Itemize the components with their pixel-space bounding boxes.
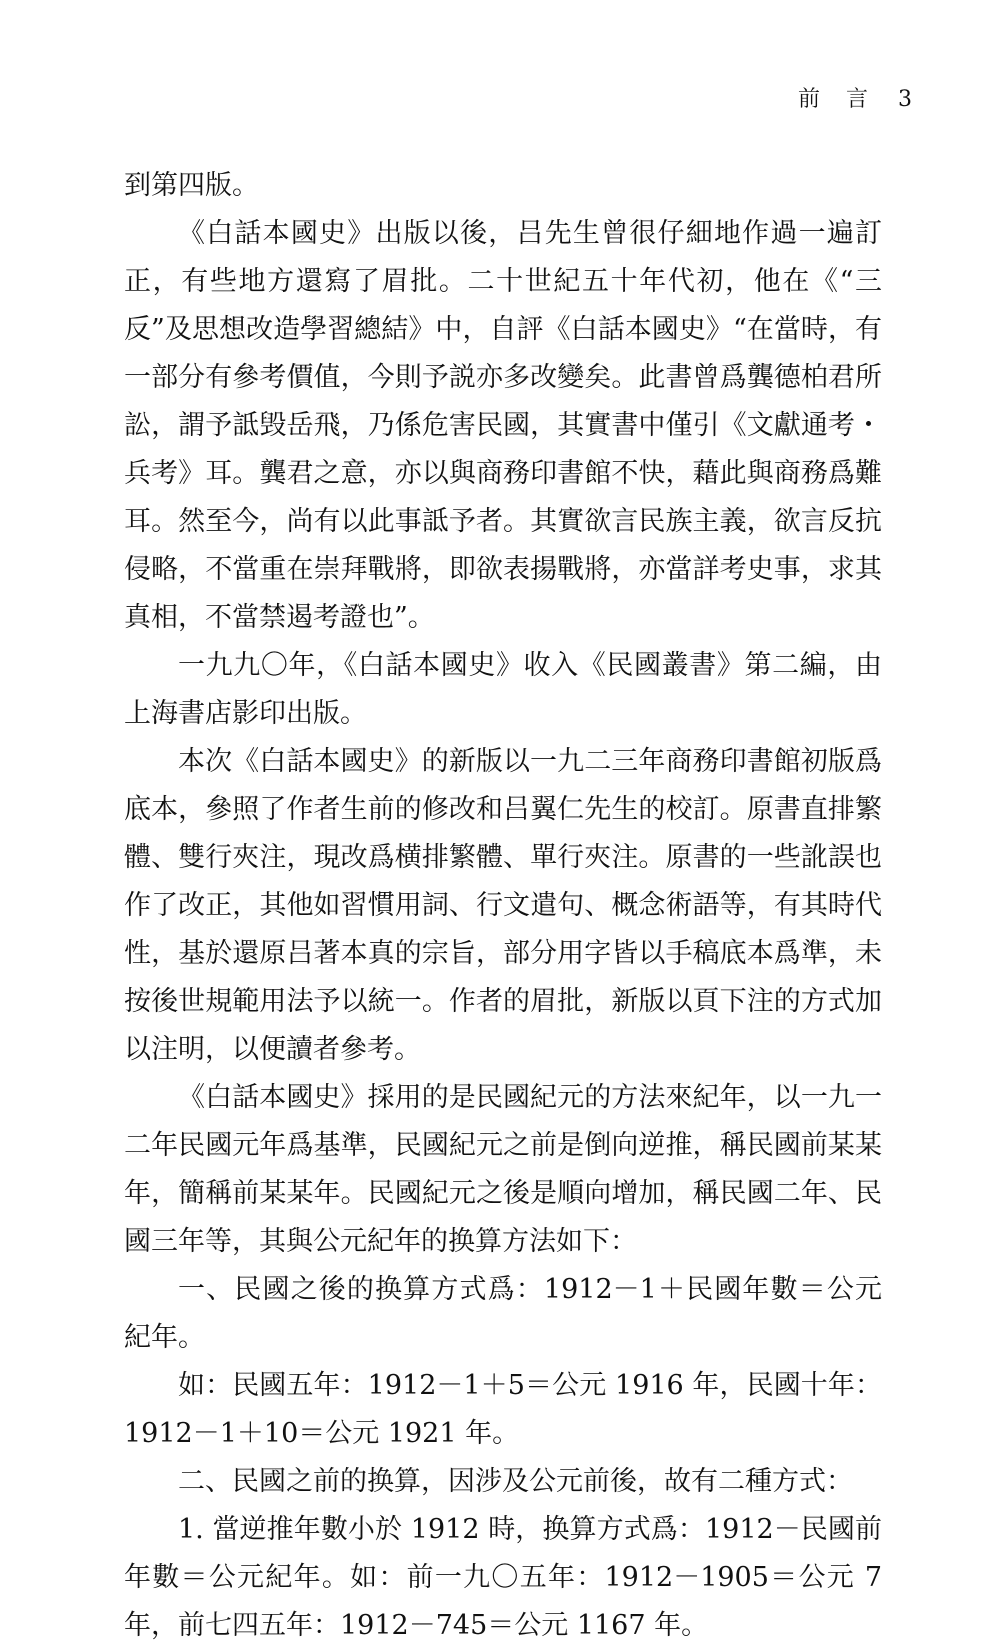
paragraph-2: 《白話本國史》出版以後，吕先生曾很仔細地作過一遍訂正，有些地方還寫了眉批。二十世紀五十年代初，他在《“三反”及思想改造學習總結》中，自評《白話本國史》“在當時，有一部分有參考價值，今則予説亦多改變矣。此書曾爲龔德柏君所訟，謂予詆毁岳飛，乃係危害民國，其實書中僅引《文獻通考・兵考》耳。龔君之意，亦以與商務印書館不快，藉此與商務爲難耳。然至今，尚有以此事詆予者。其實欲言民族主義，欲言反抗侵略，不當重在崇拜戰將，即欲表揚戰將，亦當詳考史事，求其真相，不當禁遏考證也”。 xyxy=(124,218,882,633)
paragraph-5: 《白話本國史》採用的是民國紀元的方法來紀年，以一九一二年民國元年爲基準，民國紀元之前是倒向逆推，稱民國前某某年，簡稱前某某年。民國紀元之後是順向增加，稱民國二年、民國三年等，其與公元紀年的换算方法如下： xyxy=(124,1082,882,1257)
page-number: 3 xyxy=(898,87,912,112)
paragraph-7: 如：民國五年：1912－1＋5＝公元 1916 年，民國十年：1912－1＋10＝公元 1921 年。 xyxy=(124,1370,882,1449)
body-text xyxy=(124,162,882,1650)
paragraph-8: 二、民國之前的换算，因涉及公元前後，故有二種方式： xyxy=(178,1466,853,1497)
running-head xyxy=(798,86,912,114)
paragraph-4: 本次《白話本國史》的新版以一九二三年商務印書館初版爲底本，參照了作者生前的修改和吕翼仁先生的校訂。原書直排繁體、雙行夾注，現改爲横排繁體、單行夾注。原書的一些訛誤也作了改正，其他如習慣用詞、行文遣句、概念術語等，有其時代性，基於還原吕著本真的宗旨，部分用字皆以手稿底本爲準，未按後世規範用法予以統一。作者的眉批，新版以頁下注的方式加以注明，以便讀者參考。 xyxy=(124,746,882,1065)
running-head-section: 前言 xyxy=(797,87,894,112)
paragraph-1: 到第四版。 xyxy=(124,170,259,201)
paragraph-6: 一、民國之後的换算方式爲：1912－1＋民國年數＝公元紀年。 xyxy=(124,1274,882,1353)
paragraph-3: 一九九〇年，《白話本國史》收入《民國叢書》第二編，由上海書店影印出版。 xyxy=(124,650,882,729)
paragraph-9: 1. 當逆推年數小於 1912 時，换算方式爲：1912－民國前年數＝公元紀年。如：前一九〇五年：1912－1905＝公元 7 年，前七四五年：1912－745＝公元 1167 年。 xyxy=(124,1514,882,1641)
